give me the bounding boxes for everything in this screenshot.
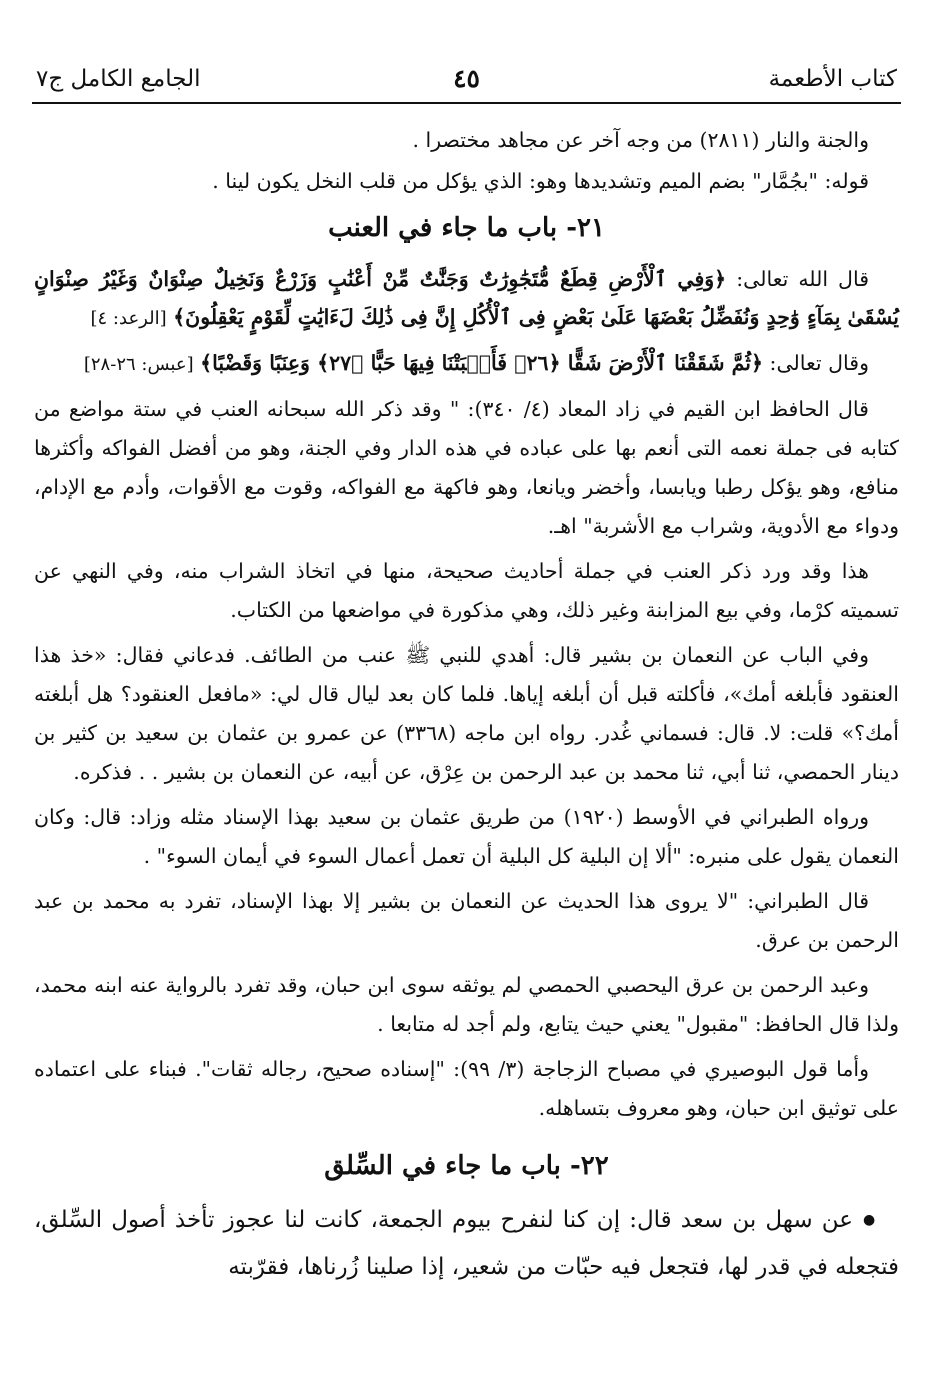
paragraph-numan-hadith: وفي الباب عن النعمان بن بشير قال: أهدي للنبي ﷺ عنب من الطائف. فدعاني فقال: «خذ هذا العنقود فأبلغه أمك»، فأكلته قبل أن أبلغه إياها. فلما كان بعد ليال قال لي: «مافعل العنقود؟ هل أبلغته أمك؟» قلت: لا. قال: فسماني غُدر. رواه ابن ماجه (٣٣٦٨) عن عمرو بن عثمان بن سعيد بن كثير بن دينار الحمصي، ثنا أبي، ثنا محمد بن عبد الرحمن بن عِرْق، عن أبيه، عن النعمان بن بشير . . فذكره.: [34, 643, 899, 784]
section-21-title: ٢١- باب ما جاء في العنب: [328, 213, 605, 243]
page-header: [32, 58, 901, 104]
verse-text: ﴿ثُمَّ شَقَقْنَا ٱلْأَرْضَ شَقًّا ﴿٢٦﴾ فَأَنۢبَتْنَا فِيهَا حَبًّا ﴿٢٧﴾ وَعِنَبًا وَقَضْبًا﴾: [200, 351, 764, 375]
paragraph-continuation: والجنة والنار (٢٨١١) من وجه آخر عن مجاهد مختصرا .: [412, 128, 869, 152]
quran-verse-abasa: [34, 344, 899, 384]
paragraph-sahl-hadith: ● عن سهل بن سعد قال: إن كنا لنفرح بيوم الجمعة، كانت لنا عجوز تأخذ أصول السِّلق، فتجعله في قدر لها، فتجعل فيه حبّات من شعير، إذا صلينا زُرناها، فقرّبته: [34, 1198, 899, 1289]
paragraph-ibn-qayyim: قال الحافظ ابن القيم في زاد المعاد (٤/ ٣٤٠): " وقد ذكر الله سبحانه العنب في ستة مواضع من كتابه فى جملة نعمه التى أنعم بها على عباده في هذه الدار وفي الجنة، وهو من أفضل الفواكه وأكثرها منافع، وهو يؤكل رطبا ويابسا، وأخضر ويانعا، وهو فاكهة مع الفواكه، وقوت مع الأقوات، وأدم مع الإدام، ودواء مع الأدوية، وشراب مع الأشربة" اهـ.: [34, 397, 899, 538]
header-book-volume: الجامع الكامل ج٧: [36, 66, 201, 92]
paragraph-authentic-hadiths: هذا وقد ورد ذكر العنب في جملة أحاديث صحيحة، منها في اتخاذ الشراب منه، وفي النهي عن تسميته كرْما، وفي بيع المزابنة وغير ذلك، وهي مذكورة في مواضعها من الكتاب.: [34, 559, 899, 622]
paragraph-narrator-grading: وعبد الرحمن بن عرق اليحصبي الحمصي لم يوثقه سوى ابن حبان، وقد تفرد بالرواية عنه ابنه محمد، ولذا قال الحافظ: "مقبول" يعني حيث يتابع، ولم أجد له متابعا .: [34, 973, 899, 1036]
page-body: [34, 122, 899, 1295]
verse-intro: قال الله تعالى:: [726, 267, 869, 291]
verse-text: ﴿وَفِي ٱلْأَرْضِ قِطَعٌ مُّتَجَٰوِرَٰتٌ وَجَنَّٰتٌ مِّنْ أَعْنَٰبٍ وَزَرْعٌ وَنَخِيلٌ صِنْوَانٌ وَغَيْرُ صِنْوَانٍ يُسْقَىٰ بِمَآءٍ وَٰحِدٍ وَنُفَضِّلُ بَعْضَهَا عَلَىٰ بَعْضٍ فِى ٱلْأُكُلِ إِنَّ فِى ذَٰلِكَ لَءَايَٰتٍ لِّقَوْمٍ يَعْقِلُونَ﴾: [34, 267, 899, 329]
verse-reference: [الرعد: ٤]: [90, 308, 167, 329]
paragraph-busiri: وأما قول البوصيري في مصباح الزجاجة (٣/ ٩٩): "إسناده صحيح، رجاله ثقات". فبناء على اعتماده على توثيق ابن حبان، وهو معروف بتساهله.: [34, 1057, 899, 1120]
header-page-number: ٤٥: [453, 64, 480, 93]
paragraph-tabarani-comment: قال الطبراني: "لا يروى هذا الحديث عن النعمان بن بشير إلا بهذا الإسناد، تفرد به محمد بن عبد الرحمن بن عرق.: [34, 889, 899, 952]
verse-intro: وقال تعالى:: [763, 351, 869, 375]
verse-reference: [عبس: ٢٦-٢٨]: [83, 354, 194, 375]
header-book-section: كتاب الأطعمة: [768, 66, 897, 92]
paragraph-jummar-note: قوله: "بجُمَّار" بضم الميم وتشديدها وهو: الذي يؤكل من قلب النخل يكون لينا .: [212, 169, 869, 193]
section-22-title: ٢٢- باب ما جاء في السِّلق: [324, 1151, 609, 1181]
quran-verse-raad: [34, 260, 899, 338]
paragraph-tabarani-awsat: ورواه الطبراني في الأوسط (١٩٢٠) من طريق عثمان بن سعيد بهذا الإسناد مثله وزاد: قال: وكان النعمان يقول على منبره: "ألا إن البلية كل البلية أن تعمل أعمال السوء في أيمان السوء" .: [34, 805, 899, 868]
